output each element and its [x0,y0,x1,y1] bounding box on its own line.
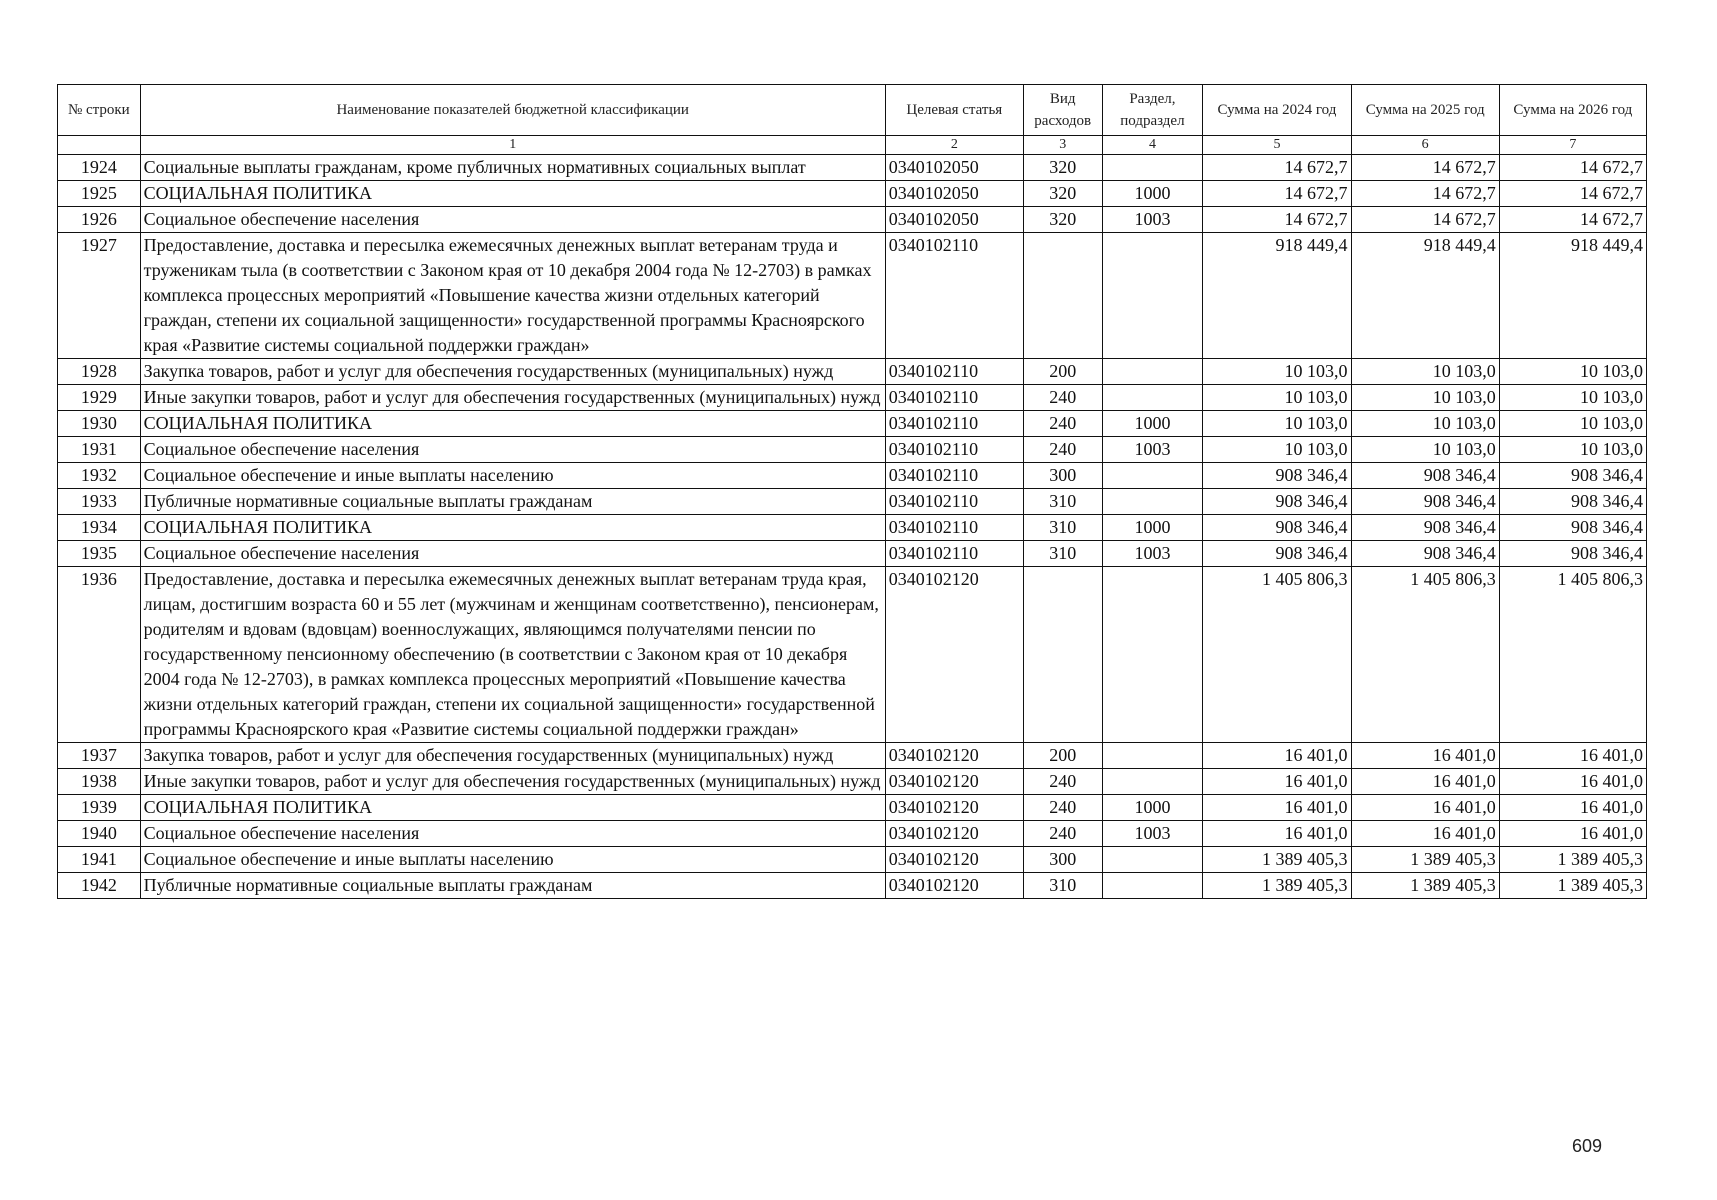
row-number-cell: 1932 [58,463,141,489]
indicator-name-cell: Социальное обеспечение населения [140,437,885,463]
table-row [58,181,1647,207]
section-subsection-cell [1102,463,1203,489]
sum-2024-cell: 1 389 405,3 [1203,847,1351,873]
target-article-cell: 0340102120 [885,795,1023,821]
sum-2026-cell: 16 401,0 [1499,795,1646,821]
expense-type-cell: 300 [1023,847,1102,873]
table-row [58,795,1647,821]
section-subsection-cell [1102,873,1203,899]
target-article-cell: 0340102050 [885,207,1023,233]
row-number-cell: 1929 [58,385,141,411]
target-article-cell: 0340102110 [885,541,1023,567]
target-article-cell: 0340102120 [885,873,1023,899]
indicator-name-cell: Социальное обеспечение и иные выплаты населению [140,847,885,873]
expense-type-cell: 240 [1023,385,1102,411]
row-number-cell: 1936 [58,567,141,743]
indicator-name-cell: Иные закупки товаров, работ и услуг для обеспечения государственных (муниципальных) нужд [140,769,885,795]
table-row [58,873,1647,899]
row-number-cell: 1939 [58,795,141,821]
table-row [58,437,1647,463]
row-number-cell: 1941 [58,847,141,873]
sum-2024-cell: 10 103,0 [1203,359,1351,385]
row-number-cell: 1930 [58,411,141,437]
indicator-name-cell: Социальное обеспечение населения [140,541,885,567]
row-number-cell: 1934 [58,515,141,541]
expense-type-cell: 320 [1023,155,1102,181]
row-number-cell: 1942 [58,873,141,899]
table-row [58,541,1647,567]
column-number: 1 [140,136,885,155]
expense-type-cell: 240 [1023,411,1102,437]
expense-type-cell: 310 [1023,873,1102,899]
indicator-name-cell: Закупка товаров, работ и услуг для обеспечения государственных (муниципальных) нужд [140,359,885,385]
indicator-name-cell: СОЦИАЛЬНАЯ ПОЛИТИКА [140,515,885,541]
table-row [58,385,1647,411]
sum-2024-cell: 14 672,7 [1203,155,1351,181]
sum-2026-cell: 16 401,0 [1499,743,1646,769]
header-sum-2025: Сумма на 2025 год [1351,85,1499,136]
sum-2025-cell: 16 401,0 [1351,769,1499,795]
expense-type-cell: 240 [1023,437,1102,463]
sum-2025-cell: 908 346,4 [1351,489,1499,515]
sum-2026-cell: 908 346,4 [1499,489,1646,515]
expense-type-cell [1023,233,1102,359]
table-row [58,463,1647,489]
section-subsection-cell [1102,489,1203,515]
target-article-cell: 0340102120 [885,567,1023,743]
table-row [58,233,1647,359]
sum-2025-cell: 10 103,0 [1351,385,1499,411]
header-row-no: № строки [58,85,141,136]
sum-2024-cell: 10 103,0 [1203,385,1351,411]
sum-2024-cell: 14 672,7 [1203,181,1351,207]
target-article-cell: 0340102110 [885,385,1023,411]
target-article-cell: 0340102110 [885,233,1023,359]
sum-2024-cell: 918 449,4 [1203,233,1351,359]
table-row [58,821,1647,847]
expense-type-cell: 310 [1023,541,1102,567]
column-number: 3 [1023,136,1102,155]
sum-2026-cell: 16 401,0 [1499,769,1646,795]
sum-2024-cell: 908 346,4 [1203,541,1351,567]
indicator-name-cell: СОЦИАЛЬНАЯ ПОЛИТИКА [140,795,885,821]
sum-2025-cell: 1 389 405,3 [1351,873,1499,899]
expense-type-cell: 300 [1023,463,1102,489]
sum-2025-cell: 16 401,0 [1351,795,1499,821]
row-number-cell: 1940 [58,821,141,847]
sum-2024-cell: 1 389 405,3 [1203,873,1351,899]
sum-2026-cell: 10 103,0 [1499,437,1646,463]
section-subsection-cell [1102,847,1203,873]
column-number: 5 [1203,136,1351,155]
column-number: 2 [885,136,1023,155]
page-number: 609 [1572,1136,1603,1156]
sum-2024-cell: 10 103,0 [1203,411,1351,437]
sum-2026-cell: 14 672,7 [1499,155,1646,181]
indicator-name-cell: Иные закупки товаров, работ и услуг для обеспечения государственных (муниципальных) нужд [140,385,885,411]
section-subsection-cell: 1003 [1102,541,1203,567]
indicator-name-cell: Закупка товаров, работ и услуг для обеспечения государственных (муниципальных) нужд [140,743,885,769]
table-row [58,411,1647,437]
expense-type-cell: 320 [1023,181,1102,207]
target-article-cell: 0340102120 [885,769,1023,795]
indicator-name-cell: СОЦИАЛЬНАЯ ПОЛИТИКА [140,181,885,207]
sum-2026-cell: 908 346,4 [1499,463,1646,489]
table-row [58,847,1647,873]
section-subsection-cell: 1003 [1102,821,1203,847]
section-subsection-cell [1102,233,1203,359]
sum-2026-cell: 14 672,7 [1499,207,1646,233]
sum-2025-cell: 16 401,0 [1351,821,1499,847]
sum-2024-cell: 908 346,4 [1203,463,1351,489]
sum-2026-cell: 908 346,4 [1499,515,1646,541]
column-number [58,136,141,155]
header-razdel: Раздел, подраздел [1102,85,1203,136]
table-row [58,155,1647,181]
column-number: 7 [1499,136,1646,155]
sum-2026-cell: 908 346,4 [1499,541,1646,567]
row-number-cell: 1938 [58,769,141,795]
indicator-name-cell: Публичные нормативные социальные выплаты гражданам [140,489,885,515]
sum-2025-cell: 14 672,7 [1351,181,1499,207]
section-subsection-cell [1102,155,1203,181]
sum-2026-cell: 14 672,7 [1499,181,1646,207]
indicator-name-cell: Социальное обеспечение населения [140,821,885,847]
table-body [58,155,1647,899]
sum-2026-cell: 10 103,0 [1499,359,1646,385]
indicator-name-cell: Социальное обеспечение и иные выплаты населению [140,463,885,489]
expense-type-cell: 240 [1023,821,1102,847]
sum-2024-cell: 16 401,0 [1203,743,1351,769]
expense-type-cell: 310 [1023,489,1102,515]
row-number-cell: 1931 [58,437,141,463]
target-article-cell: 0340102050 [885,181,1023,207]
sum-2025-cell: 16 401,0 [1351,743,1499,769]
sum-2026-cell: 1 389 405,3 [1499,847,1646,873]
section-subsection-cell: 1003 [1102,437,1203,463]
expense-type-cell: 200 [1023,743,1102,769]
table-header-row [58,85,1647,136]
table-row [58,769,1647,795]
sum-2026-cell: 10 103,0 [1499,411,1646,437]
target-article-cell: 0340102110 [885,515,1023,541]
sum-2025-cell: 918 449,4 [1351,233,1499,359]
indicator-name-cell: Публичные нормативные социальные выплаты гражданам [140,873,885,899]
indicator-name-cell: Предоставление, доставка и пересылка ежемесячных денежных выплат ветеранам труда края, лицам, достигшим возраста 60 и 55 лет (мужчинам и женщинам соответственно), пенсионерам, родителям и вдовам (вдовцам) военнослужащих, являющимся получателями пенсии по государственному пенсионному обеспечению (в соответствии с Законом края от 10 декабря 2004 года № 12-2703), в рамках комплекса процессных мероприятий «Повышение качества жизни отдельных категорий граждан, степени их социальной защищенности» государственной программы Красноярского края «Развитие системы социальной поддержки граждан» [140,567,885,743]
sum-2025-cell: 14 672,7 [1351,155,1499,181]
header-sum-2026: Сумма на 2026 год [1499,85,1646,136]
table-row [58,743,1647,769]
sum-2025-cell: 1 405 806,3 [1351,567,1499,743]
row-number-cell: 1937 [58,743,141,769]
target-article-cell: 0340102110 [885,411,1023,437]
target-article-cell: 0340102050 [885,155,1023,181]
table-row [58,207,1647,233]
table-row [58,515,1647,541]
sum-2025-cell: 1 389 405,3 [1351,847,1499,873]
header-vid: Вид расходов [1023,85,1102,136]
sum-2024-cell: 908 346,4 [1203,489,1351,515]
target-article-cell: 0340102110 [885,463,1023,489]
expense-type-cell: 320 [1023,207,1102,233]
sum-2025-cell: 14 672,7 [1351,207,1499,233]
table-row [58,359,1647,385]
indicator-name-cell: СОЦИАЛЬНАЯ ПОЛИТИКА [140,411,885,437]
expense-type-cell: 240 [1023,795,1102,821]
column-number-row [58,136,1647,155]
section-subsection-cell [1102,385,1203,411]
table-row [58,567,1647,743]
row-number-cell: 1928 [58,359,141,385]
sum-2024-cell: 10 103,0 [1203,437,1351,463]
sum-2025-cell: 908 346,4 [1351,463,1499,489]
column-number: 4 [1102,136,1203,155]
row-number-cell: 1924 [58,155,141,181]
table-row [58,489,1647,515]
sum-2024-cell: 14 672,7 [1203,207,1351,233]
section-subsection-cell [1102,567,1203,743]
section-subsection-cell: 1000 [1102,181,1203,207]
target-article-cell: 0340102110 [885,359,1023,385]
target-article-cell: 0340102110 [885,437,1023,463]
section-subsection-cell: 1003 [1102,207,1203,233]
expense-type-cell [1023,567,1102,743]
sum-2026-cell: 1 389 405,3 [1499,873,1646,899]
indicator-name-cell: Предоставление, доставка и пересылка ежемесячных денежных выплат ветеранам труда и труженикам тыла (в соответствии с Законом края от 10 декабря 2004 года № 12-2703) в рамках комплекса процессных мероприятий «Повышение качества жизни отдельных категорий граждан, степени их социальной защищенности» государственной программы Красноярского края «Развитие системы социальной поддержки граждан» [140,233,885,359]
target-article-cell: 0340102120 [885,743,1023,769]
sum-2024-cell: 1 405 806,3 [1203,567,1351,743]
section-subsection-cell: 1000 [1102,795,1203,821]
sum-2024-cell: 16 401,0 [1203,769,1351,795]
row-number-cell: 1926 [58,207,141,233]
row-number-cell: 1935 [58,541,141,567]
sum-2024-cell: 908 346,4 [1203,515,1351,541]
header-name: Наименование показателей бюджетной классификации [140,85,885,136]
sum-2025-cell: 10 103,0 [1351,411,1499,437]
sum-2025-cell: 908 346,4 [1351,515,1499,541]
row-number-cell: 1925 [58,181,141,207]
sum-2025-cell: 10 103,0 [1351,437,1499,463]
column-number: 6 [1351,136,1499,155]
expense-type-cell: 200 [1023,359,1102,385]
sum-2025-cell: 908 346,4 [1351,541,1499,567]
header-sum-2024: Сумма на 2024 год [1203,85,1351,136]
section-subsection-cell: 1000 [1102,411,1203,437]
sum-2024-cell: 16 401,0 [1203,821,1351,847]
section-subsection-cell [1102,743,1203,769]
row-number-cell: 1927 [58,233,141,359]
expense-type-cell: 310 [1023,515,1102,541]
section-subsection-cell [1102,769,1203,795]
header-target: Целевая статья [885,85,1023,136]
indicator-name-cell: Социальное обеспечение населения [140,207,885,233]
expense-type-cell: 240 [1023,769,1102,795]
section-subsection-cell [1102,359,1203,385]
budget-table [57,84,1647,899]
sum-2024-cell: 16 401,0 [1203,795,1351,821]
section-subsection-cell: 1000 [1102,515,1203,541]
target-article-cell: 0340102120 [885,821,1023,847]
sum-2026-cell: 918 449,4 [1499,233,1646,359]
target-article-cell: 0340102120 [885,847,1023,873]
sum-2026-cell: 16 401,0 [1499,821,1646,847]
sum-2026-cell: 10 103,0 [1499,385,1646,411]
sum-2026-cell: 1 405 806,3 [1499,567,1646,743]
sum-2025-cell: 10 103,0 [1351,359,1499,385]
target-article-cell: 0340102110 [885,489,1023,515]
row-number-cell: 1933 [58,489,141,515]
indicator-name-cell: Социальные выплаты гражданам, кроме публичных нормативных социальных выплат [140,155,885,181]
